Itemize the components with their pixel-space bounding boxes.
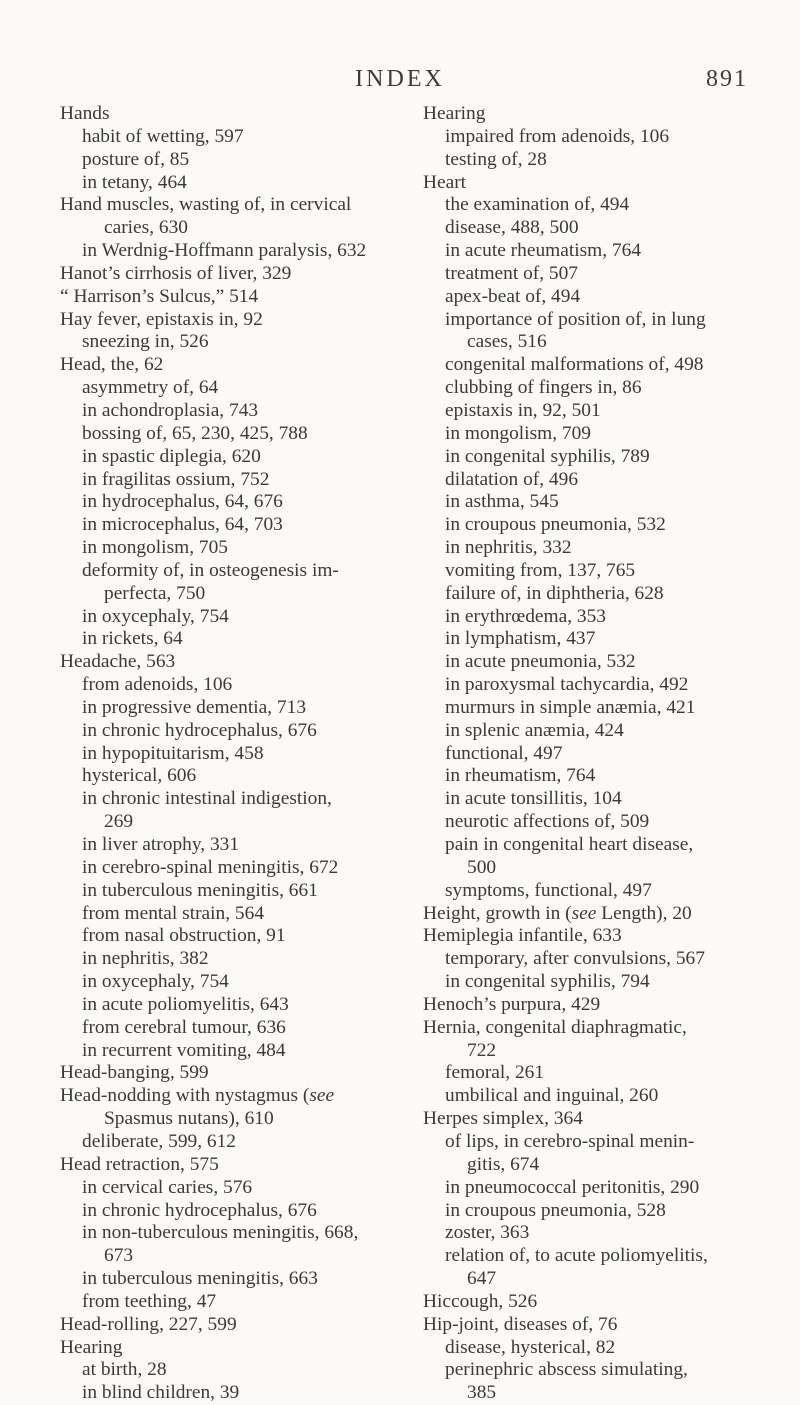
index-subentry: functional, 497 (445, 742, 563, 764)
index-subentry: in asthma, 545 (445, 491, 559, 513)
index-column-left (60, 103, 430, 1405)
index-heading: Headache, 563 (60, 651, 176, 673)
index-subentry: the examination of, 494 (445, 194, 630, 216)
index-subentry: in cerebro-spinal meningitis, 672 (82, 856, 339, 878)
index-subentry: epistaxis in, 92, 501 (445, 399, 601, 421)
index-subentry: in Werdnig-Hoffmann paralysis, 632 (82, 240, 367, 262)
index-subentry: murmurs in simple anæmia, 421 (445, 696, 696, 718)
index-subentry: in fragilitas ossium, 752 (82, 468, 270, 490)
index-subentry: in oxycephaly, 754 (82, 605, 229, 627)
index-subentry: in congenital syphilis, 789 (445, 445, 650, 467)
index-subentry: 673 (104, 1245, 134, 1267)
index-subentry: congenital malformations of, 498 (445, 354, 704, 376)
index-heading: Hands (60, 103, 110, 124)
index-heading: Heart (423, 171, 467, 193)
index-heading: Head retraction, 575 (60, 1153, 219, 1175)
index-subentry: caries, 630 (104, 217, 188, 239)
index-subentry: from mental strain, 564 (82, 902, 265, 924)
index-heading: Head-nodding with nystagmus (see (60, 1085, 335, 1107)
index-heading: Henoch’s purpura, 429 (423, 993, 601, 1015)
page-header (0, 66, 800, 100)
index-subentry: in progressive dementia, 713 (82, 696, 307, 718)
index-heading: Hip-joint, diseases of, 76 (423, 1313, 618, 1335)
index-subentry: from teething, 47 (82, 1290, 217, 1312)
index-subentry: in congenital syphilis, 794 (445, 971, 650, 993)
index-subentry: in chronic hydrocephalus, 676 (82, 1199, 317, 1221)
index-heading: Hanot’s cirrhosis of liver, 329 (60, 262, 292, 284)
index-subentry: in achondroplasia, 743 (82, 399, 259, 421)
index-subentry: in croupous pneumonia, 528 (445, 1199, 666, 1221)
index-subentry: in blind children, 39 (82, 1382, 240, 1404)
index-subentry: gitis, 674 (467, 1153, 540, 1175)
index-subentry: hysterical, 606 (82, 765, 197, 787)
index-heading: Head-rolling, 227, 599 (60, 1313, 237, 1335)
index-subentry: asymmetry of, 64 (82, 377, 219, 399)
index-heading: Hay fever, epistaxis in, 92 (60, 308, 263, 330)
index-subentry: in splenic anæmia, 424 (445, 719, 624, 741)
index-subentry: pain in congenital heart disease, (445, 834, 694, 855)
index-subentry: bossing of, 65, 230, 425, 788 (82, 422, 308, 444)
index-subentry: in rheumatism, 764 (445, 765, 596, 787)
index-subentry: sneezing in, 526 (82, 331, 209, 353)
index-subentry: in nephritis, 382 (82, 948, 209, 970)
index-subentry: perfecta, 750 (104, 582, 206, 604)
page-title: INDEX (355, 66, 445, 92)
index-subentry: clubbing of fingers in, 86 (445, 377, 642, 399)
index-heading: Height, growth in (see Length), 20 (423, 902, 692, 924)
index-subentry: apex-beat of, 494 (445, 285, 581, 307)
index-subentry: in hydrocephalus, 64, 676 (82, 491, 283, 513)
index-subentry: 385 (467, 1382, 497, 1404)
index-heading: Hemiplegia infantile, 633 (423, 925, 622, 947)
index-subentry: failure of, in diphtheria, 628 (445, 582, 664, 604)
index-subentry: in erythrœdema, 353 (445, 605, 607, 627)
index-subentry: treatment of, 507 (445, 262, 578, 284)
index-heading: Head-banging, 599 (60, 1062, 209, 1084)
index-subentry: disease, 488, 500 (445, 217, 579, 239)
index-heading: Head, the, 62 (60, 354, 164, 376)
index-subentry: zoster, 363 (445, 1222, 530, 1244)
index-subentry: in spastic diplegia, 620 (82, 445, 261, 467)
index-subentry: in mongolism, 709 (445, 422, 591, 444)
index-subentry: testing of, 28 (445, 148, 547, 170)
index-subentry: in hypopituitarism, 458 (82, 742, 264, 764)
index-heading: Hearing (423, 103, 486, 124)
index-subentry: in tuberculous meningitis, 661 (82, 879, 318, 901)
index-subentry: in cervical caries, 576 (82, 1176, 253, 1198)
index-subentry: from nasal obstruction, 91 (82, 925, 286, 947)
index-subentry: in croupous pneumonia, 532 (445, 514, 666, 536)
index-subentry: in mongolism, 705 (82, 537, 228, 559)
index-heading: Herpes simplex, 364 (423, 1108, 583, 1130)
index-subentry: in chronic hydrocephalus, 676 (82, 719, 317, 741)
index-heading: “ Harrison’s Sulcus,” 514 (60, 285, 259, 307)
index-subentry: in paroxysmal tachycardia, 492 (445, 674, 689, 696)
index-heading: Hernia, congenital diaphragmatic, (423, 1016, 687, 1038)
index-subentry: in rickets, 64 (82, 628, 183, 650)
index-subentry: in lymphatism, 437 (445, 628, 596, 650)
index-subentry: in non-tuberculous meningitis, 668, (82, 1222, 359, 1244)
index-subentry: temporary, after convulsions, 567 (445, 948, 705, 970)
index-subentry: umbilical and inguinal, 260 (445, 1085, 659, 1107)
index-subentry: at birth, 28 (82, 1359, 167, 1381)
index-subentry: disease, hysterical, 82 (445, 1336, 616, 1358)
index-heading: Hiccough, 526 (423, 1290, 538, 1312)
index-subentry: deliberate, 599, 612 (82, 1130, 236, 1152)
index-heading: Hearing (60, 1336, 123, 1358)
index-column-right (423, 103, 763, 1405)
index-subentry: 647 (467, 1268, 497, 1290)
index-subentry: in microcephalus, 64, 703 (82, 514, 283, 536)
index-subentry: of lips, in cerebro-spinal menin- (445, 1130, 695, 1152)
index-subentry: from adenoids, 106 (82, 674, 233, 696)
index-subentry: in liver atrophy, 331 (82, 834, 240, 855)
index-subentry: in pneumococcal peritonitis, 290 (445, 1176, 700, 1198)
index-subentry: in acute rheumatism, 764 (445, 240, 642, 262)
index-subentry: 722 (467, 1039, 497, 1061)
index-subentry: importance of position of, in lung (445, 308, 706, 330)
index-subentry: deformity of, in osteogenesis im- (82, 559, 339, 581)
index-subentry: in tuberculous meningitis, 663 (82, 1268, 318, 1290)
index-subentry: in recurrent vomiting, 484 (82, 1039, 286, 1061)
index-subentry: neurotic affections of, 509 (445, 811, 650, 833)
index-subentry: Spasmus nutans), 610 (104, 1108, 274, 1130)
index-subentry: 500 (467, 856, 497, 878)
index-subentry: posture of, 85 (82, 148, 190, 170)
index-subentry: perinephric abscess simulating, (445, 1359, 688, 1381)
index-subentry: habit of wetting, 597 (82, 125, 244, 147)
index-heading: Hand muscles, wasting of, in cervical (60, 194, 352, 216)
index-subentry: symptoms, functional, 497 (445, 879, 652, 901)
index-subentry: femoral, 261 (445, 1062, 545, 1084)
index-subentry: dilatation of, 496 (445, 468, 579, 490)
index-subentry: impaired from adenoids, 106 (445, 125, 670, 147)
index-subentry: in oxycephaly, 754 (82, 971, 229, 993)
index-subentry: in nephritis, 332 (445, 537, 572, 559)
index-subentry: from cerebral tumour, 636 (82, 1016, 286, 1038)
index-subentry: 269 (104, 811, 134, 833)
index-subentry: vomiting from, 137, 765 (445, 559, 636, 581)
index-subentry: in tetany, 464 (82, 171, 187, 193)
page-number: 891 (706, 66, 748, 92)
index-subentry: in acute poliomyelitis, 643 (82, 993, 289, 1015)
index-subentry: in chronic intestinal indigestion, (82, 788, 332, 810)
index-subentry: cases, 516 (467, 331, 547, 353)
index-subentry: in acute pneumonia, 532 (445, 651, 636, 673)
index-subentry: relation of, to acute poliomyelitis, (445, 1245, 708, 1267)
index-subentry: in acute tonsillitis, 104 (445, 788, 622, 810)
